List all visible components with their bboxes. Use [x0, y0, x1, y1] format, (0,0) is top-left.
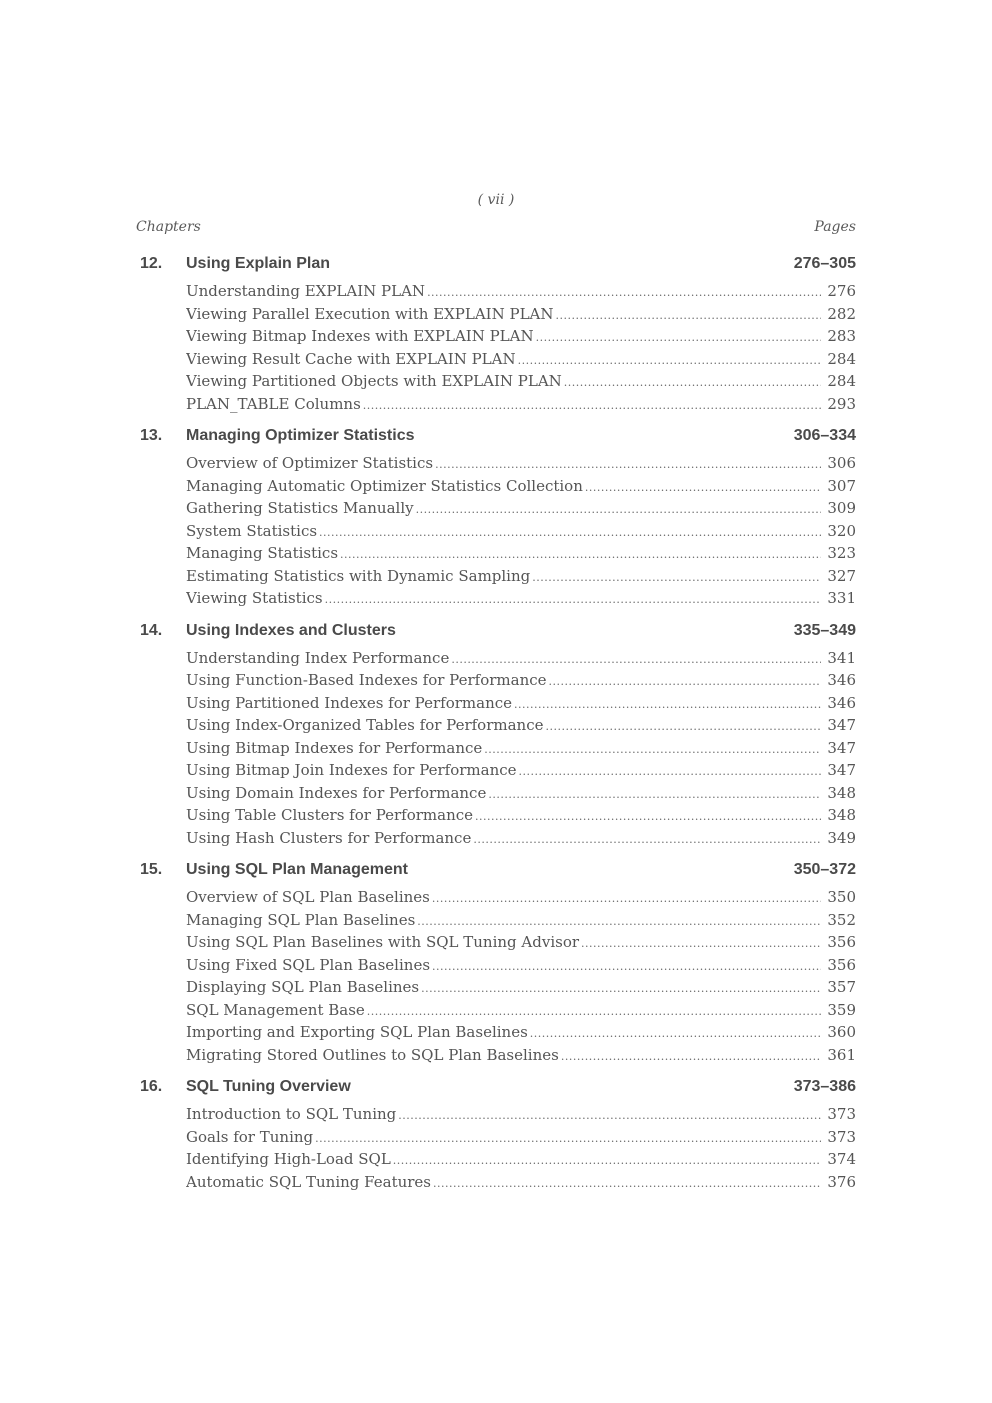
toc-entry[interactable]	[186, 454, 856, 477]
toc-entry[interactable]	[186, 933, 856, 956]
dot-leader	[363, 399, 822, 412]
dot-leader	[451, 653, 821, 666]
dot-leader	[433, 1177, 821, 1190]
chapter-heading[interactable]	[136, 1078, 856, 1101]
entry-page-number: 327	[827, 566, 856, 585]
entry-page-number: 373	[827, 1105, 856, 1123]
entry-title: Using Table Clusters for Performance	[186, 806, 474, 824]
entry-page-number: 282	[827, 304, 856, 323]
entry-title: Viewing Bitmap Indexes with EXPLAIN PLAN	[186, 327, 534, 345]
entry-page-number: 276	[827, 282, 856, 300]
dot-leader	[315, 1132, 821, 1145]
dot-leader	[393, 1154, 822, 1167]
chapter-page-range: 350–372	[793, 861, 856, 878]
dot-leader	[417, 915, 821, 928]
dot-leader	[546, 720, 822, 733]
chapter-section	[136, 861, 856, 1068]
entry-title: PLAN_TABLE Columns	[186, 394, 361, 413]
entry-title: Understanding Index Performance	[186, 648, 450, 667]
chapter-section	[136, 622, 856, 852]
entry-page-number: 352	[827, 910, 856, 929]
chapter-number: 15.	[140, 861, 163, 878]
entry-page-number: 306	[827, 454, 856, 472]
entry-page-number: 341	[827, 648, 856, 667]
entry-title: Using Bitmap Indexes for Performance	[186, 738, 483, 757]
toc-entry[interactable]	[186, 282, 856, 305]
chapter-entries	[186, 1105, 856, 1195]
dot-leader	[421, 982, 821, 995]
toc-entry[interactable]	[186, 499, 856, 522]
toc-entry[interactable]	[186, 784, 856, 807]
chapter-title: Using Explain Plan	[186, 255, 331, 272]
toc-entry[interactable]	[186, 1023, 856, 1046]
dot-leader	[585, 481, 821, 494]
entry-page-number: 359	[827, 1000, 856, 1019]
toc-entry[interactable]	[186, 1001, 856, 1024]
toc-entry[interactable]	[186, 978, 856, 1001]
entry-title: Viewing Result Cache with EXPLAIN PLAN	[186, 349, 516, 368]
dot-leader	[561, 1050, 822, 1063]
entry-page-number: 356	[827, 955, 856, 974]
entry-page-number: 283	[827, 327, 856, 345]
dot-leader	[484, 743, 821, 756]
chapter-page-range: 335–349	[793, 621, 856, 639]
entry-title: Migrating Stored Outlines to SQL Plan Baselines	[186, 1045, 559, 1064]
entry-page-number: 348	[827, 806, 856, 824]
entry-title: Viewing Statistics	[186, 589, 323, 607]
chapter-heading[interactable]	[136, 427, 856, 450]
chapter-title: SQL Tuning Overview	[186, 1078, 351, 1095]
chapter-page-range: 373–386	[793, 1078, 856, 1095]
toc-entry[interactable]	[186, 1150, 856, 1173]
dot-leader	[435, 458, 821, 471]
entry-page-number: 284	[827, 372, 856, 390]
dot-leader	[549, 675, 822, 688]
entry-title: Managing Statistics	[186, 544, 339, 562]
toc-entry[interactable]	[186, 911, 856, 934]
chapter-number: 13.	[140, 427, 163, 444]
entry-title: Using Domain Indexes for Performance	[186, 783, 487, 802]
entry-page-number: 356	[827, 933, 856, 951]
entry-title: Using Partitioned Indexes for Performance	[186, 693, 513, 712]
chapter-number: 12.	[140, 255, 163, 272]
table-of-contents	[136, 255, 856, 1205]
entry-title: Using Hash Clusters for Performance	[186, 828, 472, 847]
entry-page-number: 349	[827, 828, 856, 847]
entry-title: Overview of Optimizer Statistics	[186, 454, 434, 472]
chapter-entries	[186, 649, 856, 852]
chapter-entries	[186, 282, 856, 417]
entry-title: Automatic SQL Tuning Features	[186, 1172, 432, 1191]
dot-leader	[564, 376, 822, 389]
entry-title: Importing and Exporting SQL Plan Baselines	[186, 1023, 528, 1041]
toc-entry[interactable]	[186, 589, 856, 612]
chapter-page-range: 306–334	[793, 427, 856, 444]
toc-entry[interactable]	[186, 1046, 856, 1069]
chapters-header: Chapters	[136, 219, 201, 235]
pages-header: Pages	[814, 219, 856, 235]
toc-entry[interactable]	[186, 477, 856, 500]
toc-entry[interactable]	[186, 829, 856, 852]
dot-leader	[473, 833, 821, 846]
toc-entry[interactable]	[186, 372, 856, 395]
chapter-section	[136, 1078, 856, 1195]
dot-leader	[532, 571, 821, 584]
toc-entry[interactable]	[186, 350, 856, 373]
toc-entry[interactable]	[186, 1128, 856, 1151]
dot-leader	[432, 960, 821, 973]
chapter-section	[136, 255, 856, 417]
entry-title: SQL Management Base	[186, 1000, 365, 1019]
entry-title: Viewing Parallel Execution with EXPLAIN PLAN	[186, 304, 554, 323]
entry-title: Viewing Partitioned Objects with EXPLAIN PLAN	[186, 372, 562, 390]
entry-title: Using Bitmap Join Indexes for Performance	[186, 761, 517, 779]
entry-page-number: 361	[827, 1045, 856, 1064]
entry-page-number: 347	[827, 738, 856, 757]
toc-entry[interactable]	[186, 716, 856, 739]
entry-page-number: 284	[827, 349, 856, 368]
entry-title: Identifying High-Load SQL	[186, 1150, 391, 1168]
chapter-page-range: 276–305	[793, 255, 856, 272]
dot-leader	[536, 331, 822, 344]
entry-page-number: 347	[827, 716, 856, 734]
entry-title: Introduction to SQL Tuning	[186, 1105, 397, 1123]
dot-leader	[432, 892, 821, 905]
entry-title: Using Fixed SQL Plan Baselines	[186, 955, 431, 974]
dot-leader	[530, 1027, 822, 1040]
entry-page-number: 348	[827, 783, 856, 802]
chapter-title: Using SQL Plan Management	[186, 861, 408, 878]
dot-leader	[475, 810, 821, 823]
chapter-title: Using Indexes and Clusters	[186, 621, 396, 639]
toc-entry[interactable]	[186, 671, 856, 694]
chapter-heading[interactable]	[136, 861, 856, 884]
dot-leader	[519, 765, 822, 778]
entry-page-number: 346	[827, 671, 856, 689]
toc-entry[interactable]	[186, 761, 856, 784]
entry-page-number: 360	[827, 1023, 856, 1041]
chapter-title: Managing Optimizer Statistics	[186, 427, 415, 444]
toc-entry[interactable]	[186, 1173, 856, 1196]
entry-page-number: 309	[827, 499, 856, 517]
entry-page-number: 347	[827, 761, 856, 779]
entry-title: Displaying SQL Plan Baselines	[186, 978, 420, 996]
chapter-number: 16.	[140, 1078, 163, 1095]
toc-entry[interactable]	[186, 395, 856, 418]
dot-leader	[367, 1005, 822, 1018]
dot-leader	[416, 503, 822, 516]
toc-entry[interactable]	[186, 522, 856, 545]
entry-title: System Statistics	[186, 521, 318, 540]
toc-entry[interactable]	[186, 305, 856, 328]
dot-leader	[581, 937, 821, 950]
chapter-number: 14.	[140, 621, 163, 639]
entry-title: Gathering Statistics Manually	[186, 499, 414, 517]
column-headers	[136, 219, 856, 235]
entry-page-number: 357	[827, 978, 856, 996]
entry-page-number: 307	[827, 476, 856, 495]
toc-entry[interactable]	[186, 956, 856, 979]
entry-title: Using Index-Organized Tables for Performance	[186, 716, 544, 734]
entry-title: Using Function-Based Indexes for Performance	[186, 671, 547, 689]
toc-entry[interactable]	[186, 544, 856, 567]
dot-leader	[319, 526, 821, 539]
toc-entry[interactable]	[186, 888, 856, 911]
chapter-entries	[186, 888, 856, 1068]
entry-title: Using SQL Plan Baselines with SQL Tuning Advisor	[186, 933, 580, 951]
entry-page-number: 373	[827, 1127, 856, 1146]
dot-leader	[427, 286, 821, 299]
chapter-entries	[186, 454, 856, 612]
dot-leader	[398, 1109, 821, 1122]
entry-page-number: 331	[827, 589, 856, 607]
toc-entry[interactable]	[186, 739, 856, 762]
dot-leader	[340, 548, 821, 561]
entry-title: Goals for Tuning	[186, 1127, 314, 1146]
entry-title: Managing Automatic Optimizer Statistics Collection	[186, 476, 583, 495]
dot-leader	[518, 354, 822, 367]
entry-title: Understanding EXPLAIN PLAN	[186, 282, 426, 300]
entry-page-number: 320	[827, 521, 856, 540]
entry-page-number: 346	[827, 693, 856, 712]
toc-entry[interactable]	[186, 806, 856, 829]
toc-entry[interactable]	[186, 1105, 856, 1128]
entry-page-number: 323	[827, 544, 856, 562]
entry-page-number: 293	[827, 394, 856, 413]
toc-entry[interactable]	[186, 327, 856, 350]
chapter-heading[interactable]	[136, 255, 856, 278]
entry-page-number: 374	[827, 1150, 856, 1168]
dot-leader	[514, 698, 821, 711]
chapter-heading[interactable]	[136, 622, 856, 645]
toc-entry[interactable]	[186, 567, 856, 590]
page-number: ( vii )	[477, 192, 515, 208]
toc-entry[interactable]	[186, 694, 856, 717]
dot-leader	[325, 593, 822, 606]
entry-title: Overview of SQL Plan Baselines	[186, 888, 430, 906]
entry-page-number: 350	[827, 888, 856, 906]
toc-entry[interactable]	[186, 649, 856, 672]
chapter-section	[136, 427, 856, 612]
entry-title: Managing SQL Plan Baselines	[186, 910, 416, 929]
entry-page-number: 376	[827, 1172, 856, 1191]
entry-title: Estimating Statistics with Dynamic Sampling	[186, 566, 531, 585]
dot-leader	[556, 309, 822, 322]
dot-leader	[488, 788, 821, 801]
